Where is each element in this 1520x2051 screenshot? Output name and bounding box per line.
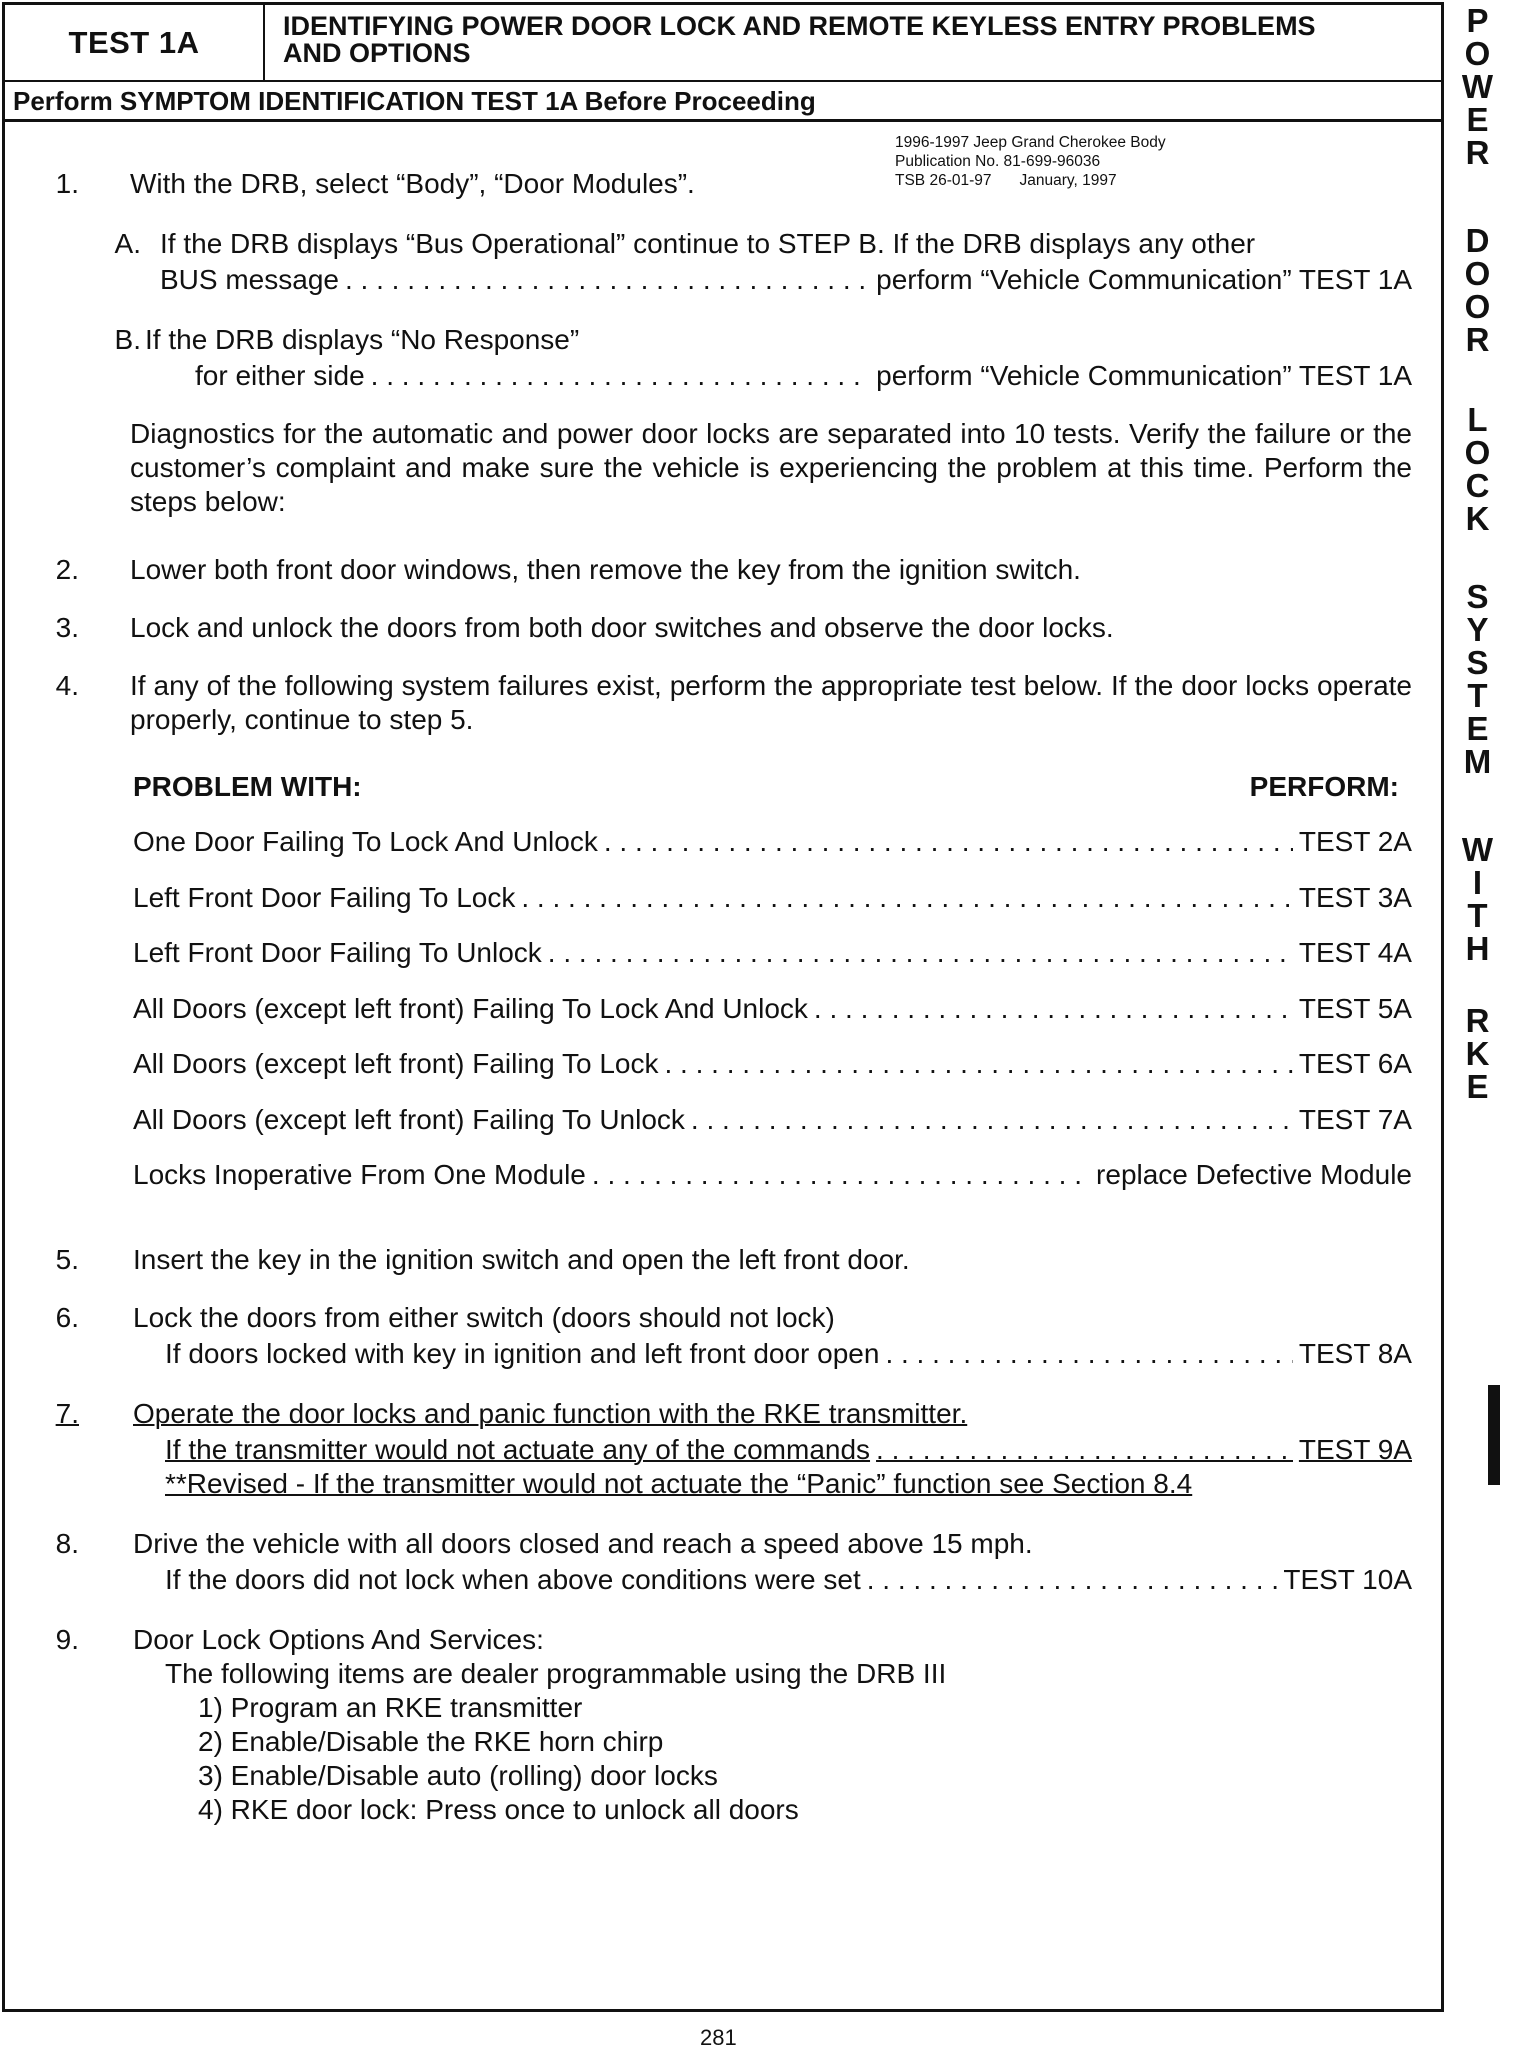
leader-dots [521,881,1293,915]
substep-a-condition: BUS message [160,264,339,295]
step-9-line1: Door Lock Options And Services: [133,1624,544,1655]
problem-text: Left Front Door Failing To Lock [133,881,516,913]
perform-text: TEST 5A [1298,992,1412,1024]
test-title-line1: IDENTIFYING POWER DOOR LOCK AND REMOTE KEYLESS ENTRY PROBLEMS [283,11,1316,41]
step-8-line2 [165,1563,1412,1597]
problem-text: Locks Inoperative From One Module [133,1159,586,1190]
step-7-line1: Operate the door locks and panic function with the RKE transmitter. [133,1398,968,1429]
leader-dots [691,1103,1293,1137]
leader-dots [548,936,1293,970]
test-label: TEST 1A [5,5,265,80]
step-number: 4. [55,670,79,701]
subheader: Perform SYMPTOM IDENTIFICATION TEST 1A Before Proceeding [5,80,1441,122]
option-item: 4) RKE door lock: Press once to unlock all doors [198,1794,799,1825]
problem-row [133,1158,1412,1192]
option-item: 3) Enable/Disable auto (rolling) door locks [198,1760,718,1791]
problem-row [133,1047,1412,1081]
substep-b-line2 [195,359,1412,393]
problem-row [133,825,1412,859]
side-tab-word: POWER [1459,2,1496,167]
leader-dots [664,1047,1292,1081]
step-6-action: TEST 8A [1298,1338,1412,1369]
step-9-line2: The following items are dealer programmable using the DRB III [165,1658,947,1689]
problem-row [133,1103,1412,1137]
problem-row [133,881,1412,915]
substep-a-line1: If the DRB displays “Bus Operational” continue to STEP B. If the DRB displays any other [160,228,1256,259]
step-7-condition: If the transmitter would not actuate any of the commands [165,1434,871,1465]
step-number: 1. [55,168,79,199]
option-item: 1) Program an RKE transmitter [198,1692,583,1723]
page-content [5,5,1441,2009]
perform-text: TEST 3A [1298,881,1412,913]
step-8-action: TEST 10A [1283,1564,1412,1595]
step-number: 9. [55,1624,79,1655]
substep-letter: B. [114,324,141,355]
page-number: 281 [700,2025,737,2050]
leader-dots [371,359,871,393]
step-number: 3. [55,612,79,643]
substep-letter: A. [114,228,141,259]
leader-dots [345,263,870,297]
leader-dots [814,992,1293,1026]
problem-row [133,936,1412,970]
leader-dots [592,1158,1090,1192]
perform-text: TEST 2A [1298,826,1412,857]
page-frame [2,2,1444,2012]
step-number: 5. [55,1244,79,1275]
step-4-text: If any of the following system failures exist, perform the appropriate test below. If the door locks operate properly, continue to step 5. [130,670,1412,735]
step-number: 2. [55,554,79,585]
leader-dots [867,1563,1278,1597]
step-8-condition: If the doors did not lock when above conditions were set [165,1564,861,1595]
step-number: 8. [55,1528,79,1559]
step-8-line1: Drive the vehicle with all doors closed and reach a speed above 15 mph. [133,1528,1033,1559]
side-tab-word: WITH [1459,831,1496,963]
option-item: 2) Enable/Disable the RKE horn chirp [198,1726,664,1757]
step-1-text: With the DRB, select “Body”, “Door Modules”. [130,168,695,199]
publication-date: January, 1997 [1019,172,1117,189]
substep-b-action: perform “Vehicle Communication” TEST 1A [876,360,1412,391]
step-3-text: Lock and unlock the doors from both door switches and observe the door locks. [130,612,1114,643]
side-tab-word: SYSTEM [1459,578,1496,776]
problem-text: All Doors (except left front) Failing To Unlock [133,1103,685,1135]
substep-a-line2 [160,263,1412,297]
substep-b-line1: If the DRB displays “No Response” [145,324,580,355]
substep-b-condition: for either side [195,360,365,391]
step-2-text: Lower both front door windows, then remove the key from the ignition switch. [130,554,1081,585]
diagnostics-paragraph: Diagnostics for the automatic and power door locks are separated into 10 tests. Verify the failure or the customer’s complaint and make sure the vehicle is experiencing the problem at this time. Perform the steps below: [130,418,1412,517]
substep-a-action: perform “Vehicle Communication” TEST 1A [876,264,1412,295]
step-6-condition: If doors locked with key in ignition and left front door open [165,1338,880,1369]
step-6-line1: Lock the doors from either switch (doors should not lock) [133,1302,835,1333]
perform-text: TEST 6A [1298,1048,1412,1079]
publication-tsb: TSB 26-01-97 [895,172,992,189]
step-number: 6. [55,1302,79,1333]
step-7-revision-note: **Revised - If the transmitter would not actuate the “Panic” function see Section 8.4 [165,1468,1193,1499]
problem-text: Left Front Door Failing To Unlock [133,937,542,968]
side-tab-word: RKE [1459,1002,1496,1101]
side-tab-word: LOCK [1459,401,1496,533]
problem-row [133,992,1412,1026]
leader-dots [876,1433,1293,1467]
perform-text: TEST 4A [1298,937,1412,968]
problem-text: All Doors (except left front) Failing To Lock [133,1048,659,1079]
perform-header: PERFORM: [1249,771,1399,802]
problem-text: All Doors (except left front) Failing To Lock And Unlock [133,992,808,1024]
perform-text: replace Defective Module [1096,1159,1412,1190]
step-number: 7. [55,1398,79,1429]
test-title-line2: AND OPTIONS [283,38,471,68]
problem-text: One Door Failing To Lock And Unlock [133,826,598,857]
side-tab-word: DOOR [1459,222,1496,354]
leader-dots [885,1337,1292,1371]
publication-line2: Publication No. 81-699-96036 [895,153,1101,170]
step-7-line2 [133,1433,1412,1467]
step-7-action: TEST 9A [1298,1434,1412,1465]
step-5-text: Insert the key in the ignition switch and open the left front door. [133,1244,910,1275]
problem-header: PROBLEM WITH: [133,771,362,802]
leader-dots [604,825,1293,859]
publication-line1: 1996-1997 Jeep Grand Cherokee Body [895,134,1166,151]
step-6-line2 [165,1337,1412,1371]
perform-text: TEST 7A [1298,1103,1412,1135]
revision-bar [1488,1385,1500,1485]
